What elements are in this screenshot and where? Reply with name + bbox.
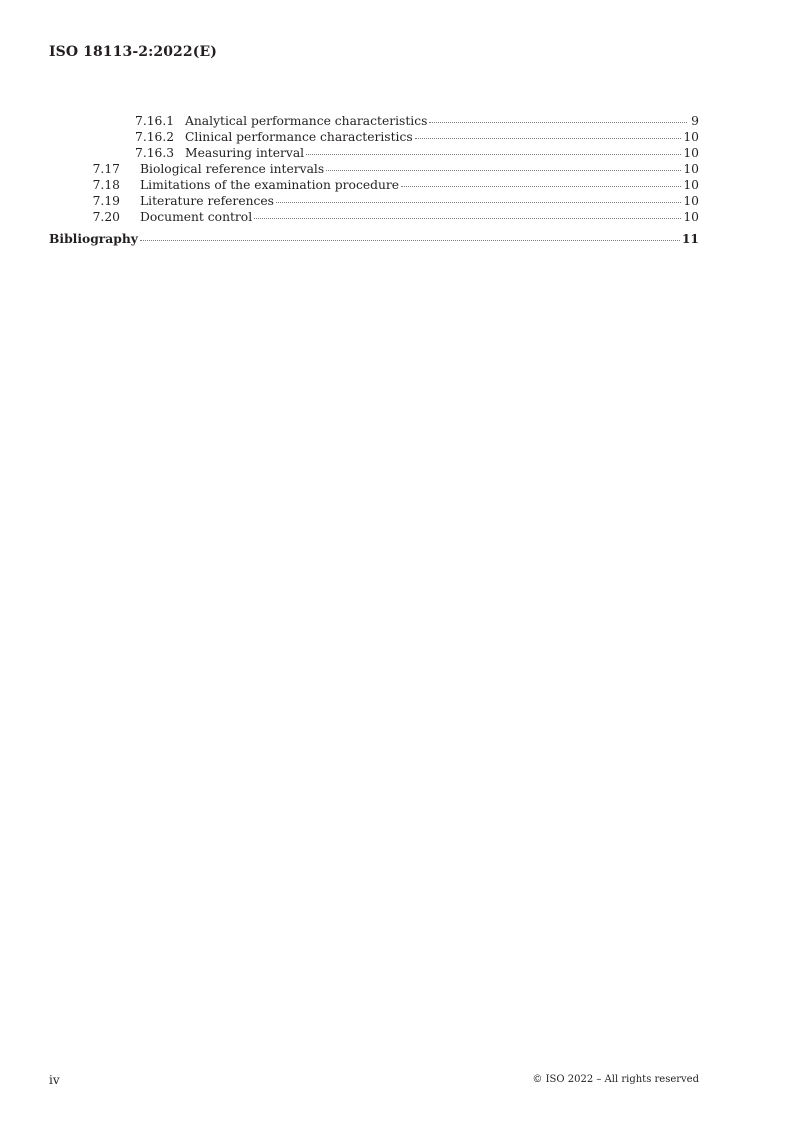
toc-dot-leader bbox=[429, 122, 687, 123]
toc-entry[interactable] bbox=[49, 177, 699, 193]
toc-entry-number: 7.17 bbox=[92, 162, 120, 176]
toc-entry-page: 10 bbox=[683, 162, 699, 176]
toc-dot-leader bbox=[306, 154, 681, 155]
toc-entry-page: 10 bbox=[683, 210, 699, 224]
toc-entry-title: Document control bbox=[140, 210, 253, 224]
toc-entry-number: 7.20 bbox=[92, 210, 120, 224]
toc-entry-number: 7.19 bbox=[92, 194, 120, 208]
toc-entry-page: 11 bbox=[681, 231, 699, 246]
toc-dot-leader bbox=[415, 138, 682, 139]
toc-entry-title: Analytical performance characteristics bbox=[185, 114, 428, 128]
toc-entry-bibliography[interactable] bbox=[49, 231, 699, 247]
toc-entry-title: Limitations of the examination procedure bbox=[140, 178, 400, 192]
toc-entry-number: 7.18 bbox=[92, 178, 120, 192]
toc-entry-title: Clinical performance characteristics bbox=[185, 130, 413, 144]
toc-dot-leader bbox=[140, 240, 680, 241]
toc-entry[interactable] bbox=[49, 209, 699, 225]
toc-entry-title: Literature references bbox=[140, 194, 274, 208]
toc-dot-leader bbox=[326, 170, 681, 171]
toc-dot-leader bbox=[276, 202, 681, 203]
toc-entry-number: 7.16.1 bbox=[135, 114, 175, 128]
table-of-contents bbox=[49, 113, 699, 247]
toc-entry[interactable] bbox=[49, 161, 699, 177]
toc-dot-leader bbox=[254, 218, 681, 219]
toc-entry[interactable] bbox=[49, 145, 699, 161]
toc-entry-number: 7.16.3 bbox=[135, 146, 175, 160]
document-id-header: ISO 18113-2:2022(E) bbox=[49, 44, 217, 60]
toc-entry-page: 10 bbox=[683, 130, 699, 144]
page-number: iv bbox=[49, 1073, 60, 1087]
toc-entry-page: 10 bbox=[683, 146, 699, 160]
toc-entry-number: 7.16.2 bbox=[135, 130, 175, 144]
toc-entry-page: 10 bbox=[683, 194, 699, 208]
toc-entry-title: Biological reference intervals bbox=[140, 162, 325, 176]
toc-entry[interactable] bbox=[49, 113, 699, 129]
toc-dot-leader bbox=[401, 186, 681, 187]
toc-entry-title: Measuring interval bbox=[185, 146, 305, 160]
toc-entry[interactable] bbox=[49, 193, 699, 209]
toc-entry[interactable] bbox=[49, 129, 699, 145]
toc-entry-title: Bibliography bbox=[49, 231, 138, 246]
toc-entry-page: 9 bbox=[691, 114, 699, 128]
toc-entry-page: 10 bbox=[683, 178, 699, 192]
copyright-notice: © ISO 2022 – All rights reserved bbox=[532, 1074, 699, 1085]
